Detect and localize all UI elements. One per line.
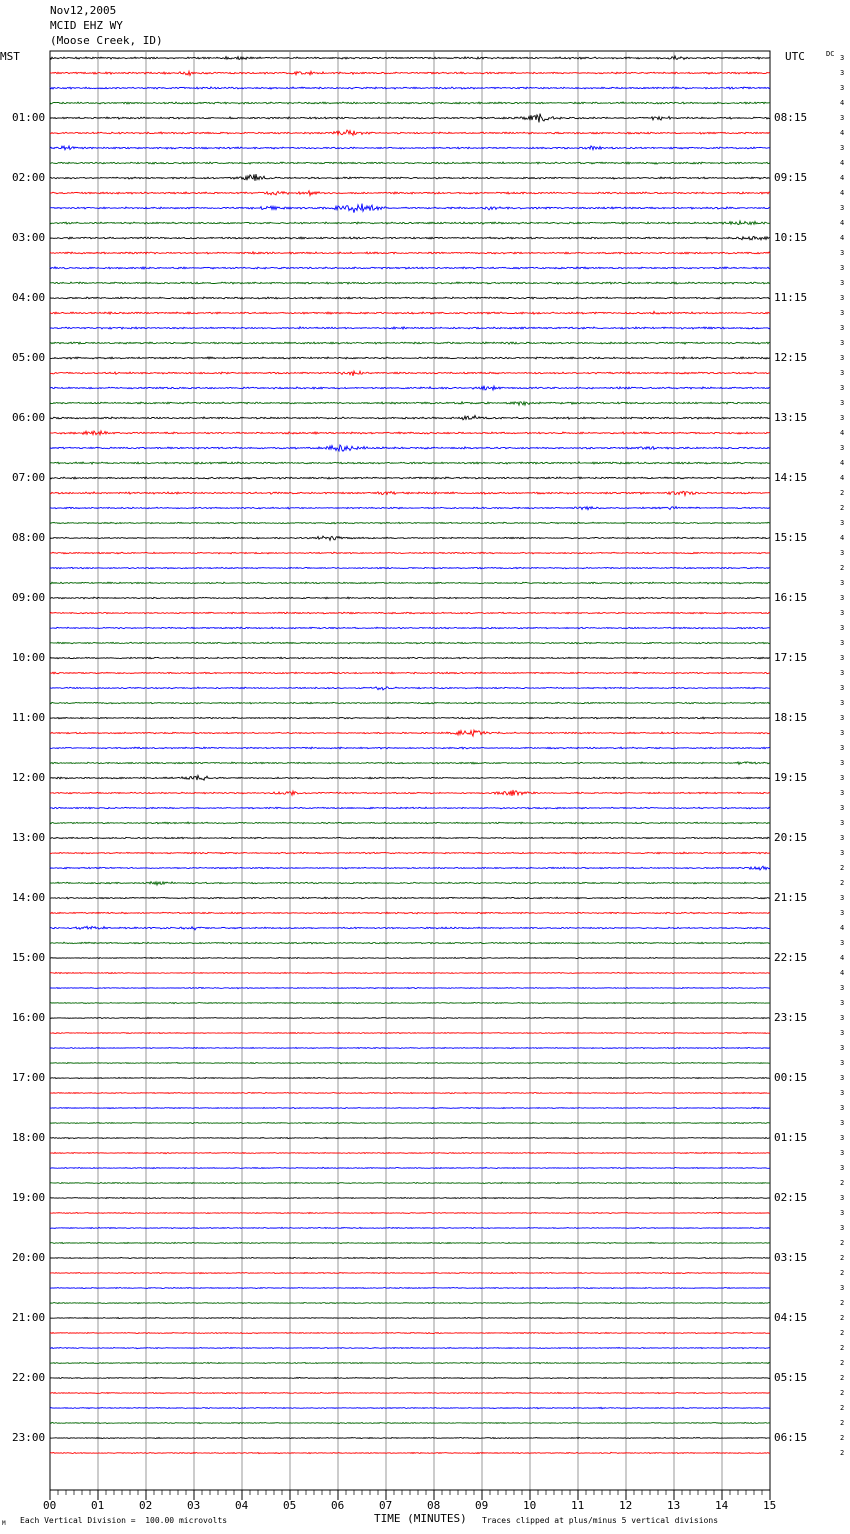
right-hour-label: 17:15 — [774, 651, 808, 664]
dc-value: 3 — [840, 549, 845, 557]
trace-line — [50, 462, 770, 464]
trace-line — [50, 747, 770, 749]
trace-line — [50, 191, 770, 196]
left-hour-label: 19:00 — [12, 1191, 46, 1204]
trace-line — [50, 267, 770, 269]
trace-line — [50, 730, 770, 736]
trace-line — [50, 204, 770, 213]
trace-line — [50, 102, 770, 104]
trace-line — [50, 507, 770, 510]
plot-frame — [50, 51, 770, 1490]
right-hour-label: 11:15 — [774, 291, 808, 304]
dc-value: 2 — [840, 1239, 845, 1247]
dc-value: 3 — [840, 444, 845, 452]
trace-line — [50, 1122, 770, 1123]
left-hour-label: 20:00 — [12, 1251, 46, 1264]
right-hour-label: 04:15 — [774, 1311, 808, 1324]
trace-line — [50, 790, 770, 796]
trace-line — [50, 431, 770, 435]
dc-value: 3 — [840, 1074, 845, 1082]
plot-grid — [50, 51, 770, 1490]
x-tick-label: 13 — [667, 1499, 681, 1512]
dc-value: 2 — [840, 1434, 845, 1442]
right-hour-label: 01:15 — [774, 1131, 808, 1144]
trace-line — [50, 491, 770, 495]
trace-line — [50, 1137, 770, 1138]
trace-line — [50, 1422, 770, 1423]
dc-value: 3 — [840, 714, 845, 722]
trace-line — [50, 972, 770, 973]
left-hour-label: 08:00 — [12, 531, 46, 544]
right-hour-label: 13:15 — [774, 411, 808, 424]
dc-value: 3 — [840, 69, 845, 77]
trace-line — [50, 87, 770, 89]
dc-value: 4 — [840, 129, 845, 137]
scale-note: Each Vertical Division = 100.00 microvolts — [20, 1516, 228, 1525]
trace-line — [50, 1392, 770, 1393]
trace-line — [50, 445, 770, 451]
dc-value: 2 — [840, 1329, 845, 1337]
trace-line — [50, 327, 770, 329]
trace-line — [50, 56, 770, 60]
x-tick-label: 11 — [571, 1499, 585, 1512]
right-hour-label: 03:15 — [774, 1251, 808, 1264]
trace-line — [50, 1272, 770, 1273]
right-hour-label: 16:15 — [774, 591, 808, 604]
right-hour-label: 08:15 — [774, 111, 808, 124]
x-tick-label: 15 — [763, 1499, 777, 1512]
trace-line — [50, 822, 770, 824]
right-hour-label: 20:15 — [774, 831, 808, 844]
right-hour-label: 19:15 — [774, 771, 808, 784]
trace-line — [50, 837, 770, 839]
dc-value: 4 — [840, 924, 845, 932]
left-hour-label: 23:00 — [12, 1431, 46, 1444]
trace-line — [50, 582, 770, 584]
trace-line — [50, 1452, 770, 1453]
dc-value: 2 — [840, 564, 845, 572]
dc-value: 2 — [840, 879, 845, 887]
trace-line — [50, 402, 770, 405]
dc-value: 3 — [840, 939, 845, 947]
x-tick-label: 06 — [331, 1499, 345, 1512]
trace-line — [50, 311, 770, 314]
trace-line — [50, 717, 770, 719]
right-hour-label: 12:15 — [774, 351, 808, 364]
trace-line — [50, 1152, 770, 1153]
left-hour-label: 06:00 — [12, 411, 46, 424]
trace-line — [50, 416, 770, 420]
right-hour-label: 18:15 — [774, 711, 808, 724]
trace-line — [50, 1092, 770, 1093]
dc-value: 3 — [840, 1029, 845, 1037]
right-hour-label: 05:15 — [774, 1371, 808, 1384]
dc-value: 3 — [840, 354, 845, 362]
right-hour-label: 10:15 — [774, 231, 808, 244]
trace-line — [50, 1077, 770, 1078]
x-tick-label: 07 — [379, 1499, 393, 1512]
dc-value: 3 — [840, 849, 845, 857]
dc-value: 3 — [840, 834, 845, 842]
dc-value: 2 — [840, 504, 845, 512]
x-tick-label: 08 — [427, 1499, 441, 1512]
dc-value: 3 — [840, 309, 845, 317]
dc-value: 3 — [840, 1014, 845, 1022]
location-label: (Moose Creek, ID) — [50, 34, 163, 47]
trace-line — [50, 702, 770, 704]
trace-line — [50, 957, 770, 958]
dc-value: 4 — [840, 174, 845, 182]
x-tick-label: 02 — [139, 1499, 153, 1512]
trace-line — [50, 114, 770, 123]
x-tick-label: 09 — [475, 1499, 489, 1512]
dc-value: 2 — [840, 1359, 845, 1367]
dc-value: 3 — [840, 1119, 845, 1127]
dc-value: 3 — [840, 894, 845, 902]
trace-line — [50, 146, 770, 150]
x-axis-ticks — [50, 1490, 770, 1500]
dc-value: 2 — [840, 1404, 845, 1412]
dc-value: 2 — [840, 1419, 845, 1427]
left-hour-label: 11:00 — [12, 711, 46, 724]
right-hour-label: 00:15 — [774, 1071, 808, 1084]
dc-value: 3 — [840, 519, 845, 527]
trace-line — [50, 162, 770, 164]
dc-value: 3 — [840, 699, 845, 707]
dc-value: 3 — [840, 609, 845, 617]
dc-value: 2 — [840, 1449, 845, 1457]
left-hour-label: 07:00 — [12, 471, 46, 484]
left-hour-label: 17:00 — [12, 1071, 46, 1084]
dc-value: 4 — [840, 969, 845, 977]
trace-line — [50, 762, 770, 765]
dc-value: 3 — [840, 249, 845, 257]
trace-line — [50, 672, 770, 674]
dc-value: 2 — [840, 1314, 845, 1322]
dc-value: 3 — [840, 669, 845, 677]
trace-line — [50, 1167, 770, 1168]
dc-value: 4 — [840, 459, 845, 467]
left-hour-label: 10:00 — [12, 651, 46, 664]
trace-line — [50, 386, 770, 390]
dc-value: 3 — [840, 729, 845, 737]
left-hour-label: 18:00 — [12, 1131, 46, 1144]
left-hour-label: 02:00 — [12, 171, 46, 184]
trace-line — [50, 1347, 770, 1348]
trace-line — [50, 1017, 770, 1018]
dc-value: 2 — [840, 1344, 845, 1352]
trace-line — [50, 1377, 770, 1378]
trace-line — [50, 1047, 770, 1048]
left-hour-label: 04:00 — [12, 291, 46, 304]
left-timezone-label: MST — [0, 50, 20, 63]
x-tick-label: 00 — [43, 1499, 57, 1512]
right-hour-label: 15:15 — [774, 531, 808, 544]
left-hour-label: 03:00 — [12, 231, 46, 244]
dc-value: 2 — [840, 864, 845, 872]
trace-line — [50, 627, 770, 629]
dc-value: 3 — [840, 1284, 845, 1292]
trace-line — [50, 1107, 770, 1108]
dc-value: 4 — [840, 474, 845, 482]
trace-line — [50, 522, 770, 524]
date-label: Nov12,2005 — [50, 4, 117, 17]
dc-value: 3 — [840, 759, 845, 767]
dc-value: 3 — [840, 1089, 845, 1097]
trace-line — [50, 897, 770, 899]
trace-line — [50, 912, 770, 914]
trace-line — [50, 1362, 770, 1363]
right-hour-label: 14:15 — [774, 471, 808, 484]
left-hour-label: 21:00 — [12, 1311, 46, 1324]
dc-value: 3 — [840, 114, 845, 122]
trace-line — [50, 297, 770, 299]
trace-line — [50, 1317, 770, 1318]
trace-line — [50, 987, 770, 988]
dc-value: 3 — [840, 984, 845, 992]
trace-line — [50, 852, 770, 854]
dc-value: 3 — [840, 654, 845, 662]
dc-value: 3 — [840, 579, 845, 587]
dc-value: 3 — [840, 279, 845, 287]
dc-value: 3 — [840, 54, 845, 62]
trace-line — [50, 1437, 770, 1438]
dc-value: 2 — [840, 1179, 845, 1187]
trace-line — [50, 612, 770, 614]
trace-line — [50, 775, 770, 780]
trace-line — [50, 866, 770, 870]
trace-line — [50, 1062, 770, 1063]
x-tick-label: 04 — [235, 1499, 249, 1512]
trace-line — [50, 882, 770, 886]
trace-line — [50, 552, 770, 554]
dc-value: 4 — [840, 99, 845, 107]
dc-value: 3 — [840, 804, 845, 812]
station-label: MCID EHZ WY — [50, 19, 123, 32]
right-hour-label: 09:15 — [774, 171, 808, 184]
dc-value: 3 — [840, 819, 845, 827]
x-axis-title: TIME (MINUTES) — [374, 1512, 467, 1525]
trace-line — [50, 1212, 770, 1213]
dc-value: 4 — [840, 429, 845, 437]
dc-value: 3 — [840, 639, 845, 647]
left-hour-label: 14:00 — [12, 891, 46, 904]
trace-line — [50, 942, 770, 944]
dc-value: 3 — [840, 264, 845, 272]
trace-line — [50, 252, 770, 254]
dc-value: 3 — [840, 399, 845, 407]
dc-value: 3 — [840, 774, 845, 782]
dc-value: 3 — [840, 594, 845, 602]
dc-value: 3 — [840, 789, 845, 797]
dc-value: 3 — [840, 909, 845, 917]
trace-line — [50, 130, 770, 135]
right-hour-label: 22:15 — [774, 951, 808, 964]
trace-line — [50, 1257, 770, 1258]
dc-value: 3 — [840, 744, 845, 752]
trace-line — [50, 926, 770, 930]
dc-value: 3 — [840, 204, 845, 212]
right-timezone-label: UTC — [785, 50, 805, 63]
trace-line — [50, 221, 770, 225]
trace-line — [50, 567, 770, 569]
dc-value: 3 — [840, 1194, 845, 1202]
trace-line — [50, 657, 770, 659]
trace-line — [50, 1197, 770, 1198]
dc-value: 3 — [840, 1209, 845, 1217]
dc-value: 3 — [840, 369, 845, 377]
dc-value: 3 — [840, 324, 845, 332]
dc-value: 3 — [840, 1044, 845, 1052]
dc-value: 4 — [840, 219, 845, 227]
dc-value: 3 — [840, 1104, 845, 1112]
x-tick-label: 03 — [187, 1499, 201, 1512]
dc-value: 4 — [840, 234, 845, 242]
dc-value: 4 — [840, 954, 845, 962]
trace-line — [50, 71, 770, 75]
dc-value: 2 — [840, 1389, 845, 1397]
dc-value: 4 — [840, 534, 845, 542]
left-hour-label: 13:00 — [12, 831, 46, 844]
trace-line — [50, 371, 770, 376]
dc-header-label: DC — [826, 50, 835, 58]
x-tick-label: 14 — [715, 1499, 729, 1512]
left-hour-label: 15:00 — [12, 951, 46, 964]
trace-line — [50, 174, 770, 181]
dc-value: 3 — [840, 339, 845, 347]
right-hour-label: 21:15 — [774, 891, 808, 904]
trace-line — [50, 1287, 770, 1288]
dc-value: 2 — [840, 1374, 845, 1382]
dc-value: 3 — [840, 144, 845, 152]
dc-value: 3 — [840, 624, 845, 632]
dc-value: 2 — [840, 489, 845, 497]
dc-value: 3 — [840, 1134, 845, 1142]
x-tick-label: 01 — [91, 1499, 105, 1512]
trace-line — [50, 597, 770, 599]
trace-line — [50, 642, 770, 644]
x-tick-label: 05 — [283, 1499, 297, 1512]
dc-value: 3 — [840, 384, 845, 392]
dc-value: 3 — [840, 1224, 845, 1232]
right-hour-label: 02:15 — [774, 1191, 808, 1204]
clip-note: Traces clipped at plus/minus 5 vertical divisions — [482, 1516, 719, 1525]
left-hour-label: 16:00 — [12, 1011, 46, 1024]
dc-value: 2 — [840, 1269, 845, 1277]
trace-line — [50, 1407, 770, 1409]
dc-value: 3 — [840, 84, 845, 92]
trace-line — [50, 357, 770, 359]
dc-value: 4 — [840, 189, 845, 197]
trace-line — [50, 1302, 770, 1303]
dc-value: 3 — [840, 1149, 845, 1157]
left-hour-label: 12:00 — [12, 771, 46, 784]
dc-value: 4 — [840, 159, 845, 167]
left-hour-label: 05:00 — [12, 351, 46, 364]
corner-mark: M — [2, 1520, 6, 1527]
trace-line — [50, 236, 770, 240]
dc-value: 2 — [840, 1299, 845, 1307]
trace-line — [50, 687, 770, 690]
x-tick-label: 12 — [619, 1499, 633, 1512]
trace-line — [50, 1002, 770, 1003]
trace-line — [50, 536, 770, 540]
trace-line — [50, 342, 770, 344]
trace-line — [50, 1032, 770, 1033]
dc-value: 3 — [840, 684, 845, 692]
dc-value: 3 — [840, 1059, 845, 1067]
x-tick-label: 10 — [523, 1499, 537, 1512]
dc-value: 3 — [840, 294, 845, 302]
trace-line — [50, 1332, 770, 1333]
trace-line — [50, 1182, 770, 1183]
dc-value: 3 — [840, 999, 845, 1007]
trace-line — [50, 1227, 770, 1228]
right-hour-label: 06:15 — [774, 1431, 808, 1444]
left-hour-label: 22:00 — [12, 1371, 46, 1384]
trace-line — [50, 1242, 770, 1243]
dc-value: 2 — [840, 1254, 845, 1262]
seismic-traces — [50, 56, 770, 1454]
trace-line — [50, 807, 770, 809]
dc-value: 3 — [840, 1164, 845, 1172]
left-hour-label: 01:00 — [12, 111, 46, 124]
trace-line — [50, 282, 770, 284]
right-hour-label: 23:15 — [774, 1011, 808, 1024]
left-hour-label: 09:00 — [12, 591, 46, 604]
dc-value: 3 — [840, 414, 845, 422]
trace-line — [50, 477, 770, 479]
